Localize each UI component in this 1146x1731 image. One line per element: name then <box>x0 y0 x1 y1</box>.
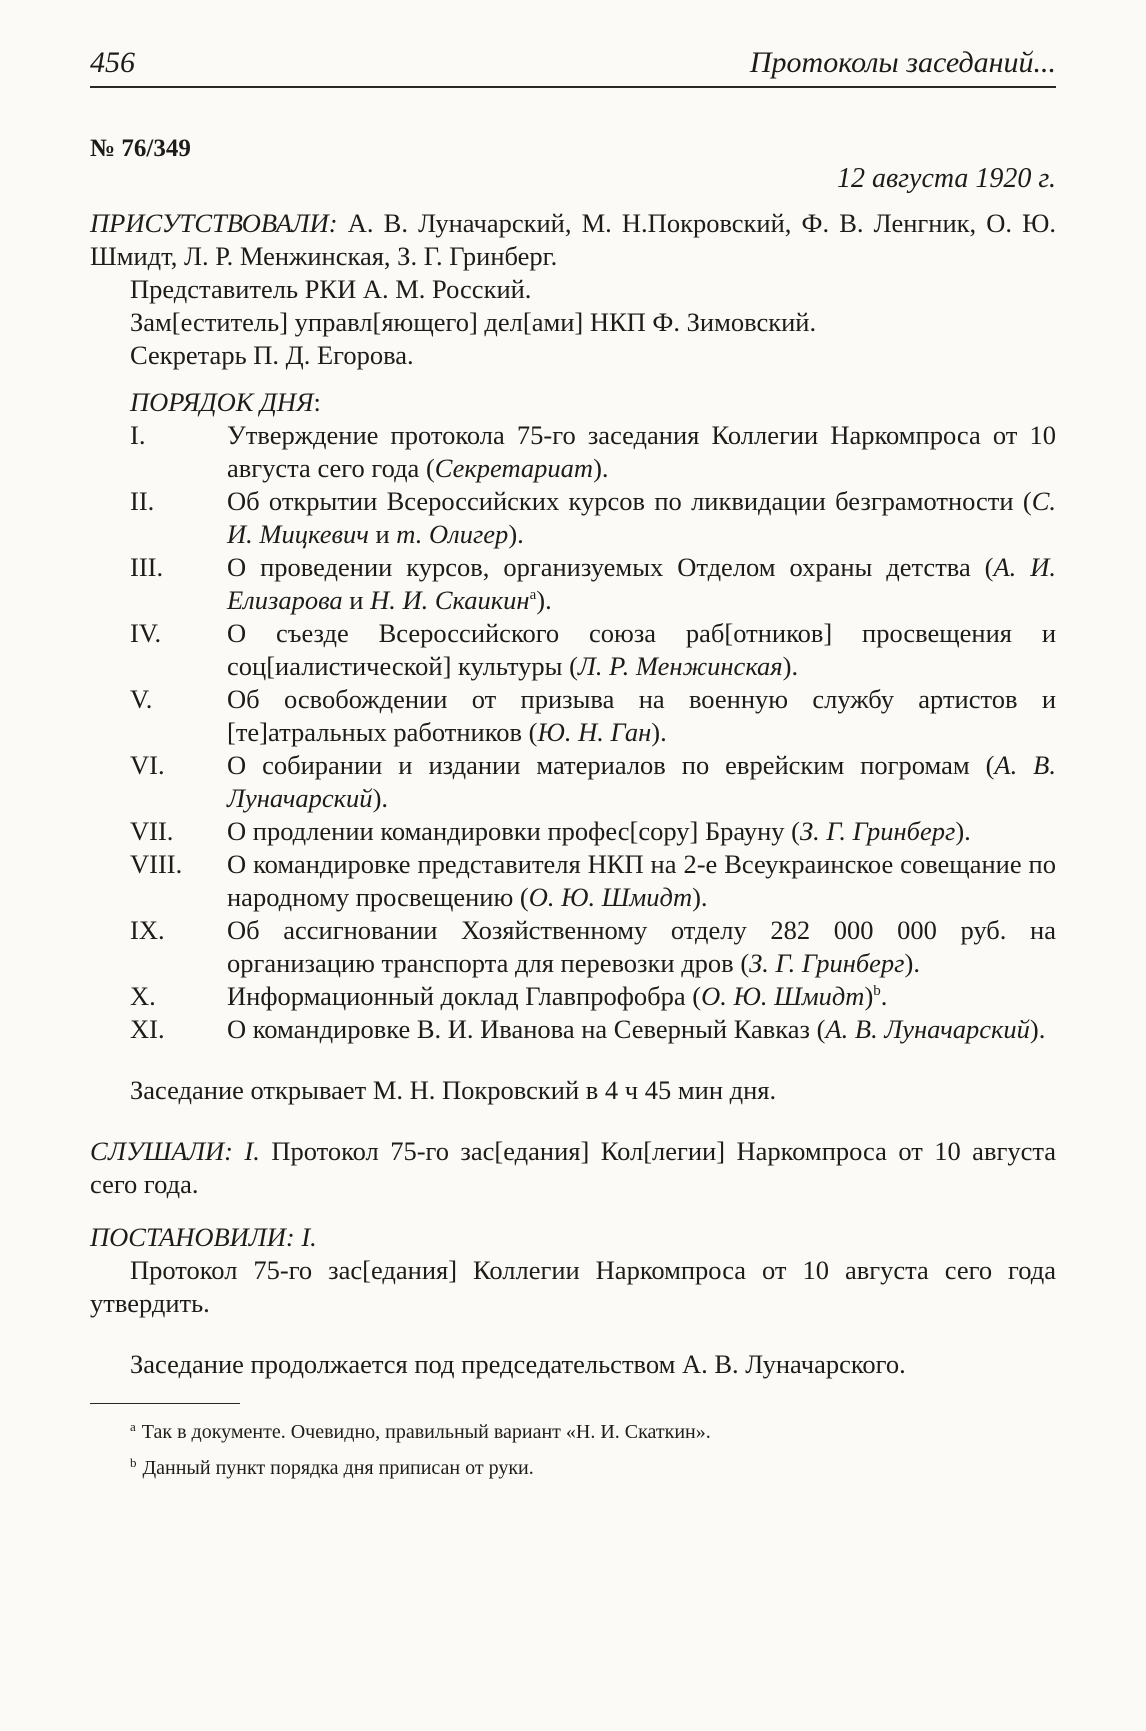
agenda-item-speaker: З. Г. Гринберг <box>799 816 956 846</box>
agenda-item-speaker: А. В. Луначарский <box>825 1014 1030 1044</box>
heard-section <box>90 1135 1056 1201</box>
agenda-item-title: О командировке В. И. Иванова на Северный Кавказ ( <box>227 1014 826 1044</box>
agenda-item-number: IX. <box>130 915 165 945</box>
footnote <box>90 1450 1056 1486</box>
attendees-label: ПРИСУТСТВОВАЛИ: <box>90 208 338 238</box>
agenda-item-title: О собирании и издании материалов по еврейским погромам ( <box>227 750 995 780</box>
agenda-item-number: VI. <box>130 750 165 780</box>
agenda-item-conjunction: и <box>368 519 397 549</box>
running-title: Протоколы заседаний... <box>749 46 1056 79</box>
page-header <box>90 46 1056 88</box>
agenda-item-title: Об освобождении от призыва на военную службу артистов и [те]атральных работников ( <box>227 684 1056 747</box>
agenda-item-title: О продлении командировки профес[сору] Брауну ( <box>227 816 800 846</box>
agenda-item-title: Об ассигновании Хозяйственному отделу 282 000 000 руб. на организацию транспорта для перевозки дров ( <box>227 915 1056 978</box>
agenda-item-text: Информационный доклад Главпрофобра (О. Ю. Шмидт)$^b$. <box>227 981 888 1011</box>
document-number: № 76/349 <box>90 135 191 162</box>
page-number: 456 <box>90 46 135 79</box>
agenda-item-number: II. <box>130 486 155 516</box>
agenda-item <box>90 848 1056 914</box>
agenda-item <box>90 551 1056 617</box>
heard-text: Протокол 75-го зас[едания] Кол[легии] Наркомпроса от 10 августа сего года. <box>90 1136 1057 1199</box>
attendee-line: Секретарь П. Д. Егорова. <box>130 340 414 370</box>
document-body <box>90 132 1056 1486</box>
agenda-item-text <box>227 848 1056 914</box>
agenda-item <box>90 815 1056 848</box>
agenda-item-title: О командировке представителя НКП на 2-е Всеукраинское совещание по народному просвещению ( <box>227 849 1056 912</box>
agenda-item-speaker: Л. Р. Менжинская <box>577 651 783 681</box>
agenda-item <box>90 683 1056 749</box>
agenda-item-text <box>227 1013 1056 1046</box>
agenda-item-title: О проведении курсов, организуемых Отделом охраны детства ( <box>227 552 994 582</box>
attendees-names: А. В. Луначарский, М. Н.Покровский, Ф. В. Ленгник, О. Ю. Шмидт, Л. Р. Менжинская, З. Г. Гринберг. <box>90 208 1057 271</box>
agenda-item-speaker: З. Г. Гринберг <box>749 948 905 978</box>
agenda-list <box>90 419 1056 1046</box>
document-date: 12 августа 1920 г. <box>836 163 1056 194</box>
agenda-item <box>90 914 1056 980</box>
attendees-paragraph <box>90 207 1056 273</box>
agenda-item-speaker-2: т. Олигер <box>396 519 509 549</box>
agenda-item-tail: ) <box>864 981 874 1011</box>
heard-label: СЛУШАЛИ: I. <box>90 1136 260 1166</box>
footnote-divider <box>90 1403 240 1404</box>
agenda-item <box>90 1013 1056 1046</box>
agenda-item-number: V. <box>130 684 153 714</box>
agenda-item-conjunction: и <box>342 585 371 615</box>
opening-statement: Заседание открывает М. Н. Покровский в 4 ч 45 мин дня. <box>130 1075 777 1105</box>
agenda-label: ПОРЯДОК ДНЯ <box>130 387 314 417</box>
agenda-item-text <box>227 749 1056 815</box>
resolved-text: Протокол 75-го зас[едания] Коллегии Наркомпроса от 10 августа сего года утвердить. <box>90 1255 1056 1318</box>
footnote-text: Данный пункт порядка дня приписан от руки. <box>142 1457 534 1479</box>
agenda-item-number: IV. <box>130 618 162 648</box>
agenda-item-speaker: С. И. Мицкевич <box>227 486 1056 549</box>
footnote-text: Так в документе. Очевидно, правильный вариант «Н. И. Скаткин». <box>141 1421 711 1443</box>
agenda-item-title: Утверждение протокола 75-го заседания Коллегии Наркомпроса от 10 августа сего года ( <box>227 420 1056 483</box>
agenda-item-tail: ). <box>782 651 799 681</box>
agenda-item-tail: ). <box>593 453 609 483</box>
agenda-item-text <box>227 485 1056 551</box>
agenda-item-tail: ). <box>508 519 524 549</box>
continuation-statement: Заседание продолжается под председательством А. В. Луначарского. <box>130 1349 906 1379</box>
agenda-item-tail: ). <box>955 816 971 846</box>
agenda-item <box>90 485 1056 551</box>
footnote <box>90 1414 1056 1450</box>
agenda-item <box>90 980 1056 1013</box>
agenda-item-number: I. <box>130 420 146 450</box>
agenda-item-tail: ). <box>1029 1014 1046 1044</box>
agenda-item <box>90 749 1056 815</box>
agenda-item-speaker-2: Н. И. Скаикин <box>370 585 530 615</box>
agenda-item-number: VIII. <box>130 849 183 879</box>
agenda-item-text <box>227 815 1056 848</box>
agenda-item-number: XI. <box>130 1014 165 1044</box>
agenda-item-speaker: О. Ю. Шмидт <box>528 882 693 912</box>
footnote-marker: a <box>529 587 537 603</box>
agenda-item-number: X. <box>130 981 156 1011</box>
agenda-item-speaker: А. И. Елизарова <box>227 552 1057 615</box>
agenda-item-title: Об открытии Всероссийских курсов по ликвидации безграмотности ( <box>227 486 1032 516</box>
agenda-item-tail: ). <box>904 948 920 978</box>
attendee-line: Зам[еститель] управл[яющего] дел[ами] НКП Ф. Зимовский. <box>130 307 817 337</box>
footnote-mark: b <box>130 1455 137 1470</box>
agenda-item <box>90 419 1056 485</box>
resolved-label: ПОСТАНОВИЛИ: I. <box>90 1222 317 1252</box>
agenda-item-text <box>227 683 1056 749</box>
footnote-marker: b <box>873 983 881 999</box>
agenda-item-title: Информационный доклад Главпрофобра ( <box>227 981 702 1011</box>
agenda-heading <box>90 386 1056 419</box>
agenda-item-number: VII. <box>130 816 174 846</box>
agenda-item-title: О съезде Всероссийского союза раб[отников] просвещения и соц[иалистической] культуры ( <box>227 618 1056 681</box>
agenda-item <box>90 617 1056 683</box>
agenda-item-speaker: О. Ю. Шмидт <box>701 981 865 1011</box>
agenda-item-speaker: Ю. Н. Ган <box>537 717 652 747</box>
agenda-item-tail: ). <box>692 882 708 912</box>
agenda-item-text <box>227 914 1056 980</box>
agenda-item-text <box>227 551 1056 617</box>
footnote-mark: a <box>130 1419 136 1434</box>
agenda-item-text <box>227 617 1056 683</box>
agenda-item-tail: ). <box>651 717 667 747</box>
agenda-item-number: III. <box>130 552 164 582</box>
agenda-colon: : <box>313 387 321 417</box>
agenda-item-tail: ). <box>536 585 552 615</box>
agenda-item-text <box>227 419 1056 485</box>
agenda-item-tail: ). <box>372 783 389 813</box>
agenda-item-speaker: А. В. Луначарский <box>227 750 1056 813</box>
attendee-line: Представитель РКИ А. М. Росский. <box>130 274 532 304</box>
agenda-item-speaker: Секретариат <box>434 453 594 483</box>
